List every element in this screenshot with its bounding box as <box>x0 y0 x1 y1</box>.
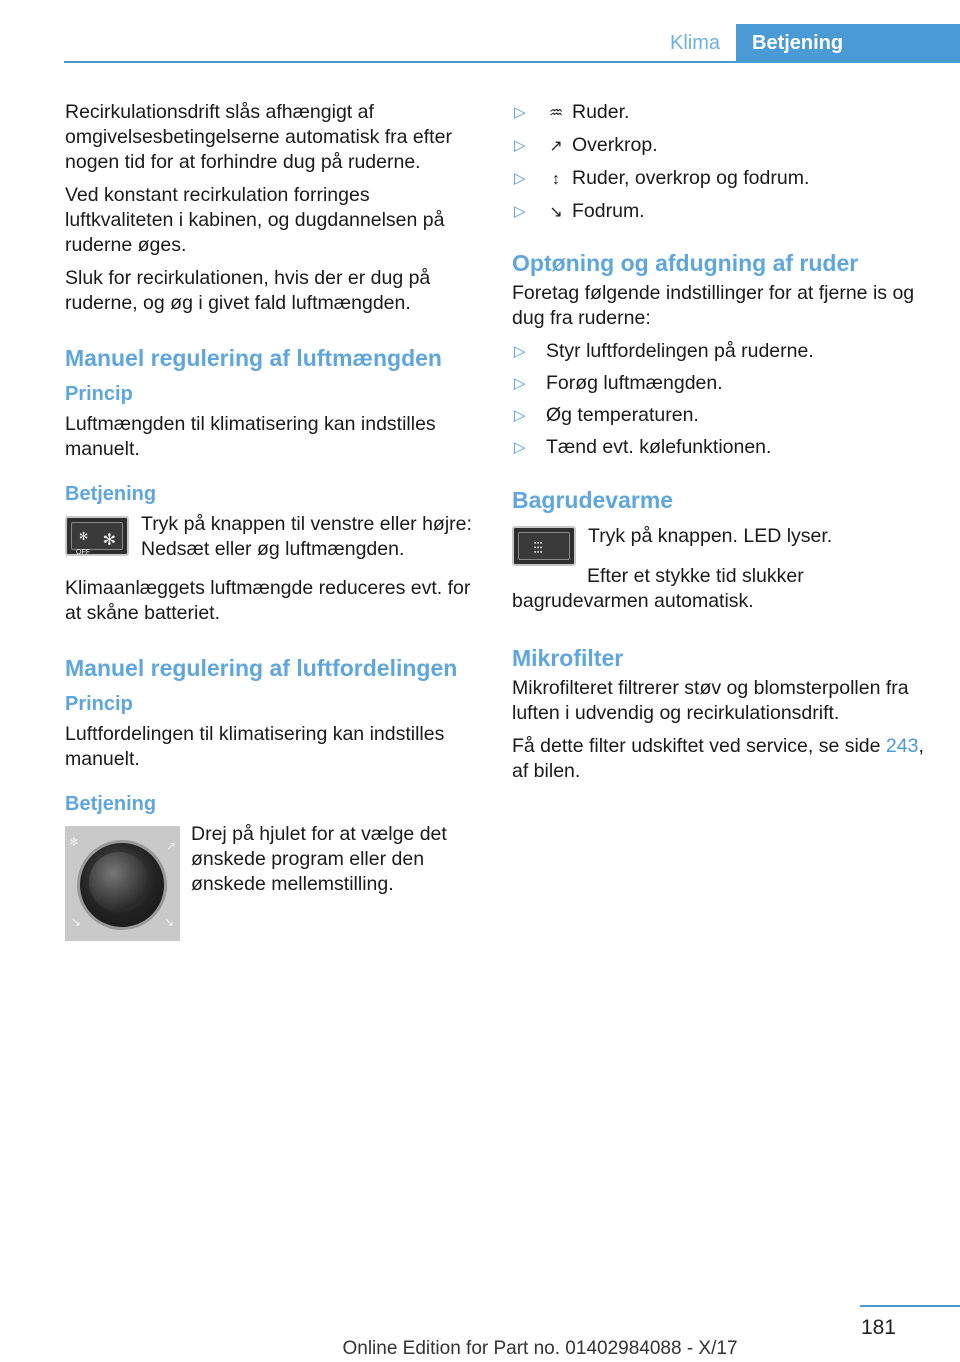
list-item: ▷ Styr luftfordelingen på ruderne. <box>514 340 814 362</box>
list-item: ▷ ↕ Ruder, overkrop og fodrum. <box>512 166 932 192</box>
page-number-rule <box>860 1305 960 1307</box>
section-title-rear-heat: Bagrudevarme <box>512 487 674 513</box>
bullet-triangle-icon: ▷ <box>514 104 526 121</box>
airflow-operation-line-1: Tryk på knappen til venstre eller højre: <box>141 513 472 535</box>
fan-large-icon: ✻ <box>102 532 116 549</box>
bullet-triangle-icon: ▷ <box>514 203 526 220</box>
airflow-operation <box>65 512 480 562</box>
right-column <box>512 100 932 792</box>
list-item: ▷ Øg temperaturen. <box>514 404 699 426</box>
intro-paragraph-1: Recirkulationsdrift slås afhængigt af omgivelsesbetingelserne automatisk fra efter nogen tid for at forhindre dug på ruderne. <box>65 101 452 173</box>
airflow-operation-text <box>141 512 472 562</box>
section-title-microfilter: Mikrofilter <box>512 645 624 671</box>
windshield-body-feet-icon: ↕ <box>552 171 560 188</box>
header-tab-klima[interactable]: Klima <box>669 32 720 54</box>
microfilter-text-1: Mikrofilteret filtrerer støv og blomsterpollen fra luften i udvendig og recirkulationsdrift. <box>512 677 909 724</box>
knob-cap <box>89 852 149 912</box>
principle-text-2: Luftfordelingen til klimatisering kan indstilles manuelt. <box>65 723 445 770</box>
distribution-operation <box>65 822 480 941</box>
list-item: ▷ ♒ Ruder. <box>512 100 932 126</box>
subheading-operation-1: Betjening <box>65 483 157 505</box>
defrost-steps-list <box>512 339 932 460</box>
section-title-airflow: Manuel regulering af luftmængden <box>65 345 442 371</box>
page-header <box>630 24 960 62</box>
intro-paragraph-2: Ved konstant recirkulation forringes luftkvaliteten i kabinen, og dugdannelsen på ruderne øges. <box>65 184 445 256</box>
defrost-intro: Foretag følgende indstillinger for at fjerne is og dug fra ruderne: <box>512 282 915 329</box>
rear-heat-text <box>588 524 832 557</box>
rear-heat-row <box>512 524 932 566</box>
header-rule <box>64 61 960 63</box>
subheading-principle-1: Princip <box>65 383 133 405</box>
fan-small-icon: ✻ <box>79 531 89 543</box>
list-item: ▷ ↗ Overkrop. <box>512 133 932 159</box>
subheading-operation-2: Betjening <box>65 793 157 815</box>
bullet-triangle-icon: ▷ <box>514 375 526 392</box>
bullet-triangle-icon: ▷ <box>514 439 526 456</box>
left-column <box>65 100 480 949</box>
list-item: ▷ ↘ Fodrum. <box>512 199 932 225</box>
windshield-icon: ❄ <box>69 835 80 849</box>
rear-heat-text-1: Tryk på knappen. LED lyser. <box>588 525 833 547</box>
airflow-button-image <box>65 516 129 556</box>
battery-note: Klimaanlæggets luftmængde reduceres evt. for at skåne batteriet. <box>65 577 471 624</box>
upper-body-icon: ↗ <box>165 839 176 853</box>
bullet-triangle-icon: ▷ <box>514 343 526 360</box>
subheading-principle-2: Princip <box>65 693 133 715</box>
upper-body-icon: ↗ <box>549 138 563 155</box>
intro-paragraph-3: Sluk for recirkulationen, hvis der er dug på ruderne, og øg i givet fald luftmængden. <box>65 267 431 314</box>
principle-text-1: Luftmængden til klimatisering kan indstilles manuelt. <box>65 413 436 460</box>
windshield-icon: ♒ <box>548 105 564 122</box>
distribution-operation-text: Drej på hjulet for at vælge det ønskede program eller den ønskede mellemstilling. <box>191 823 447 895</box>
off-label: OFF <box>76 549 90 556</box>
page-link-243[interactable]: 243 <box>885 735 919 757</box>
airflow-operation-line-2: Nedsæt eller øg luftmængden. <box>141 538 405 560</box>
windshield-body-feet-icon: ↘ <box>163 915 174 929</box>
rear-window-heat-button-image <box>512 526 576 566</box>
footwell-icon: ↘ <box>71 915 82 929</box>
list-item: ▷ Tænd evt. kølefunktionen. <box>514 436 772 458</box>
section-title-defrost: Optøning og afdugning af ruder <box>512 250 859 276</box>
bullet-triangle-icon: ▷ <box>514 407 526 424</box>
airflow-button-face <box>71 522 123 556</box>
page-number: 181 <box>860 1316 896 1339</box>
distribution-knob-image <box>65 826 180 941</box>
distribution-programs-list <box>512 100 932 225</box>
section-title-distribution: Manuel regulering af luftfordelingen <box>65 655 458 681</box>
bullet-triangle-icon: ▷ <box>514 137 526 154</box>
list-item: ▷ Forøg luftmængden. <box>514 372 723 394</box>
header-tab-betjening[interactable]: Betjening <box>736 24 960 62</box>
footwell-icon: ↘ <box>549 204 563 221</box>
rear-window-heat-icon: ⫶⫶⫶ <box>533 541 543 558</box>
rear-heat-button-face <box>518 532 570 560</box>
rear-heat-text-2: Efter et stykke tid slukker bagrudevarmen automatisk. <box>512 565 804 612</box>
microfilter-text-2: Få dette filter udskiftet ved service, se side 243, af bilen. <box>512 735 924 782</box>
bullet-triangle-icon: ▷ <box>514 170 526 187</box>
footer-edition: Online Edition for Part no. 01402984088 - X/17 <box>342 1338 738 1359</box>
